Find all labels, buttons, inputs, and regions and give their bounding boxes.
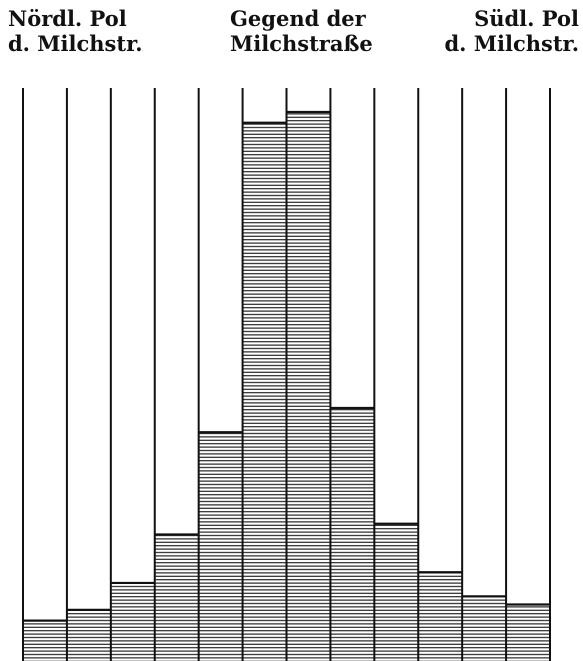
bar-1 bbox=[23, 621, 67, 661]
heading-milky-way-region-line-1: Gegend der bbox=[230, 6, 366, 31]
bar-2 bbox=[67, 610, 111, 661]
heading-south-pole-line-2: d. Milchstr. bbox=[444, 31, 579, 56]
heading-south-pole-line-1: Südl. Pol bbox=[474, 6, 579, 31]
bar-11 bbox=[462, 596, 506, 661]
bar-3 bbox=[111, 583, 155, 661]
bar-6 bbox=[243, 123, 287, 661]
heading-north-pole-line-1: Nördl. Pol bbox=[8, 6, 127, 31]
column-dividers bbox=[23, 88, 550, 661]
bar-12 bbox=[506, 604, 550, 661]
heading-north-pole-line-2: d. Milchstr. bbox=[8, 31, 143, 56]
bar-4 bbox=[155, 535, 199, 661]
bar-8 bbox=[330, 408, 374, 661]
bar-7 bbox=[287, 112, 331, 661]
bar-5 bbox=[199, 432, 243, 661]
heading-milky-way-region-line-2: Milchstraße bbox=[230, 31, 373, 56]
bar-9 bbox=[374, 524, 418, 661]
bar-10 bbox=[418, 572, 462, 661]
